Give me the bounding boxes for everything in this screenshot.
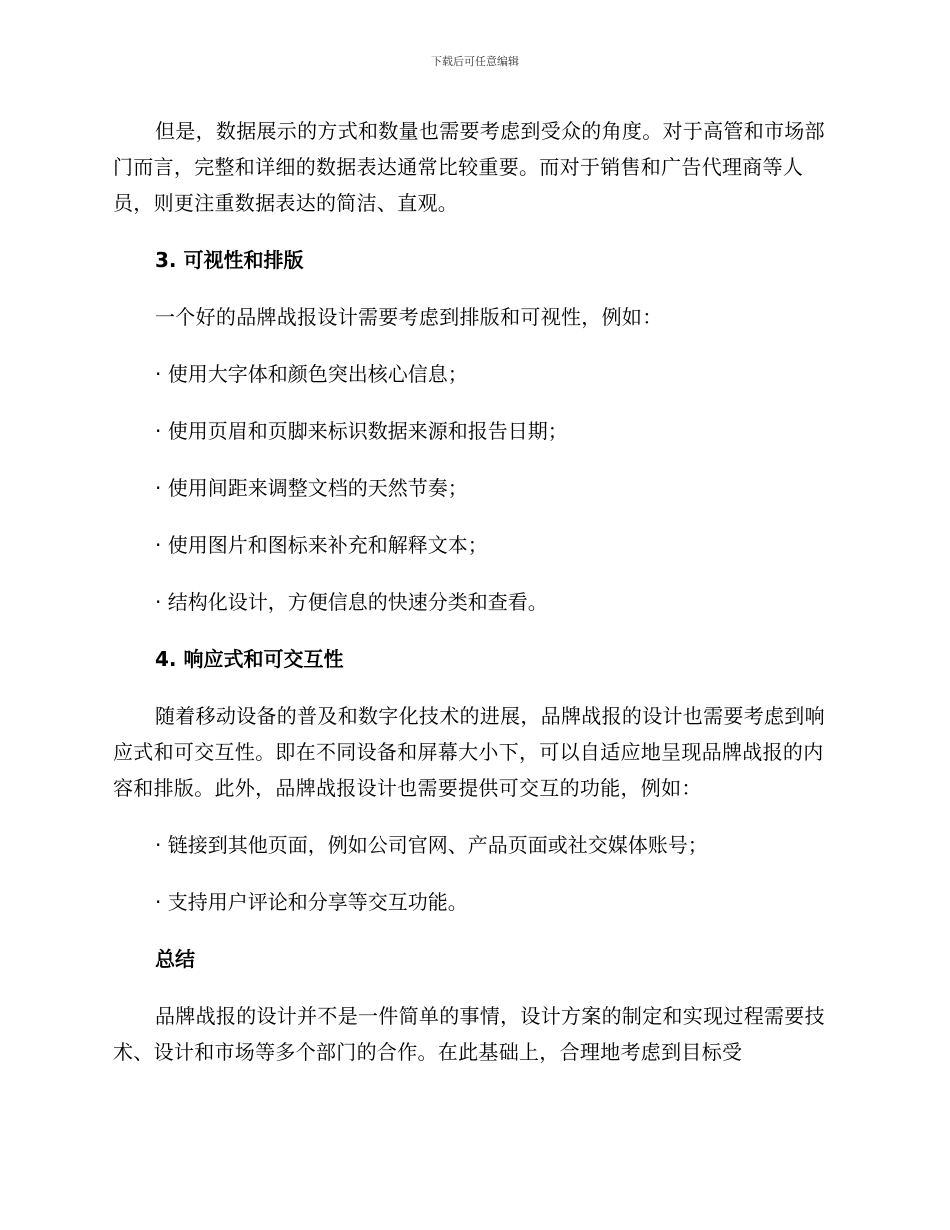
paragraph-layout-intro: 一个好的品牌战报设计需要考虑到排版和可视性，例如： — [155, 305, 663, 329]
bullet-item: · 使用图片和图标来补充和解释文本； — [155, 533, 488, 557]
section-heading-visibility-layout: 3. 可视性和排版 — [155, 248, 304, 272]
bullet-item: · 使用大字体和颜色突出核心信息； — [155, 362, 468, 386]
document-body — [113, 113, 835, 1070]
bullet-item: · 使用间距来调整文档的天然节奏； — [155, 476, 468, 500]
bullet-item: · 链接到其他页面，例如公司官网、产品页面或社交媒体账号； — [155, 833, 708, 857]
bullet-item: · 支持用户评论和分享等交互功能。 — [155, 890, 468, 914]
paragraph-responsive: 随着移动设备的普及和数字化技术的进展，品牌战报的设计也需要考虑到响应式和可交互性。即在不同设备和屏幕大小下，可以自适应地呈现品牌战报的内容和排版。此外，品牌战报设计也需要提供可交互的功能，例如： — [113, 704, 825, 800]
section-heading-summary: 总结 — [155, 947, 195, 971]
paragraph-audience: 但是，数据展示的方式和数量也需要考虑到受众的角度。对于高管和市场部门而言，完整和详细的数据表达通常比较重要。而对于销售和广告代理商等人员，则更注重数据表达的简洁、直观。 — [113, 119, 825, 215]
section-heading-responsive: 4. 响应式和可交互性 — [155, 647, 344, 671]
bullet-item: · 结构化设计，方便信息的快速分类和查看。 — [155, 590, 548, 614]
paragraph-summary: 品牌战报的设计并不是一件简单的事情，设计方案的制定和实现过程需要技术、设计和市场等多个部门的合作。在此基础上，合理地考虑到目标受 — [113, 1004, 825, 1064]
bullet-item: · 使用页眉和页脚来标识数据来源和报告日期； — [155, 419, 568, 443]
page-header: 下载后可任意编辑 — [431, 55, 519, 68]
